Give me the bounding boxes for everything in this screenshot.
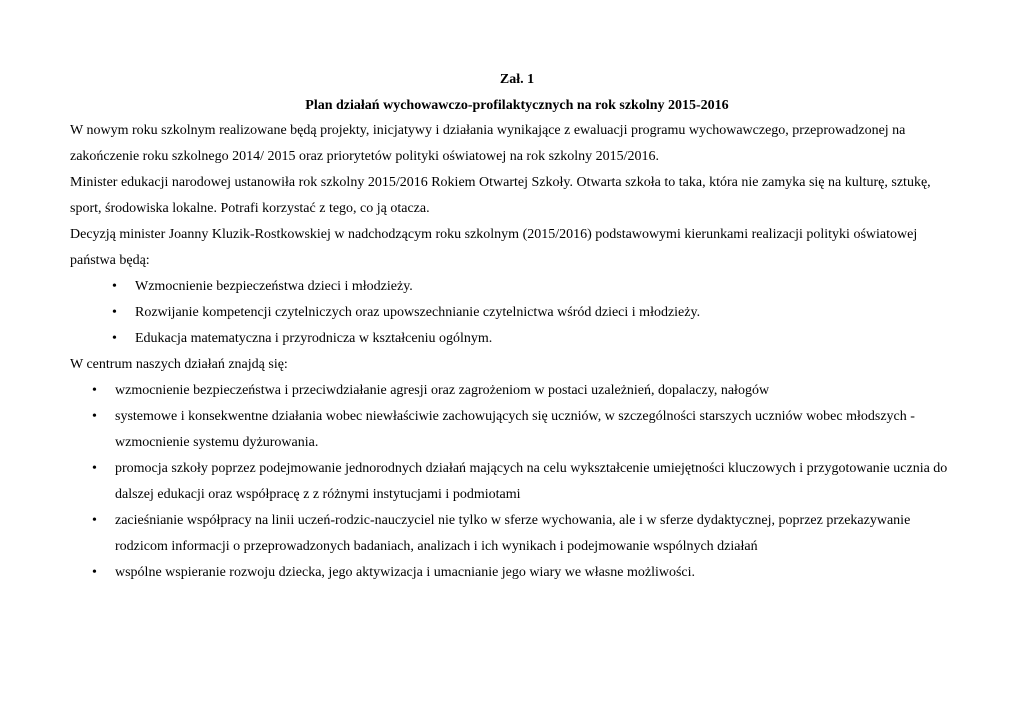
list-item: • promocja szkoły poprzez podejmowanie jednorodnych działań mających na celu wykształcenie umiejętności kluczowych i przygotowanie ucznia do dalszej edukacji oraz współpracę z z różnymi instytucjami i podmiotami [70, 456, 964, 508]
priorities-list [70, 274, 964, 352]
open-school-paragraph: Minister edukacji narodowej ustanowiła rok szkolny 2015/2016 Rokiem Otwartej Szkoły. Otwarta szkoła to taka, która nie zamyka się na kulturę, sztukę, sport, środowiska lokalne. Potrafi korzystać z tego, co ją otacza. [70, 175, 931, 216]
list-item: • Wzmocnienie bezpieczeństwa dzieci i młodzieży. [70, 274, 964, 300]
focus-list [70, 378, 964, 586]
list-item: • wzmocnienie bezpieczeństwa i przeciwdziałanie agresji oraz zagrożeniom w postaci uzależnień, dopalaczy, nałogów [70, 378, 964, 404]
list-item: • Rozwijanie kompetencji czytelniczych oraz upowszechnianie czytelnictwa wśród dzieci i młodzieży. [70, 300, 964, 326]
list-item: • zacieśnianie współpracy na linii uczeń-rodzic-nauczyciel nie tylko w sferze wychowania, ale i w sferze dydaktycznej, poprzez przekazywanie rodzicom informacji o przeprowadzonych badaniach, analizach i ich wynikach i podejmowanie wspólnych działań [70, 508, 964, 560]
intro-paragraph: W nowym roku szkolnym realizowane będą projekty, inicjatywy i działania wynikające z ewaluacji programu wychowawczego, przeprowadzonej na zakończenie roku szkolnego 2014/ 2015 oraz priorytetów polityki oświatowej na rok szkolny 2015/2016. [70, 123, 906, 164]
list-item: • wspólne wspieranie rozwoju dziecka, jego aktywizacja i umacnianie jego wiary we własne możliwości. [70, 560, 964, 586]
attachment-label: Zał. 1 [499, 72, 535, 87]
list-item: • systemowe i konsekwentne działania wobec niewłaściwie zachowujących się uczniów, w szczególności starszych uczniów wobec młodszych - wzmocnienie systemu dyżurowania. [70, 404, 964, 456]
list-item: • Edukacja matematyczna i przyrodnicza w kształceniu ogólnym. [70, 326, 964, 352]
document-title: Plan działań wychowawczo-profilaktycznych na rok szkolny 2015-2016 [305, 98, 729, 113]
policy-paragraph: Decyzją minister Joanny Kluzik-Rostkowskiej w nadchodzącym roku szkolnym (2015/2016) podstawowymi kierunkami realizacji polityki oświatowej państwa będą: [70, 227, 918, 268]
focus-intro: W centrum naszych działań znajdą się: [70, 357, 288, 372]
